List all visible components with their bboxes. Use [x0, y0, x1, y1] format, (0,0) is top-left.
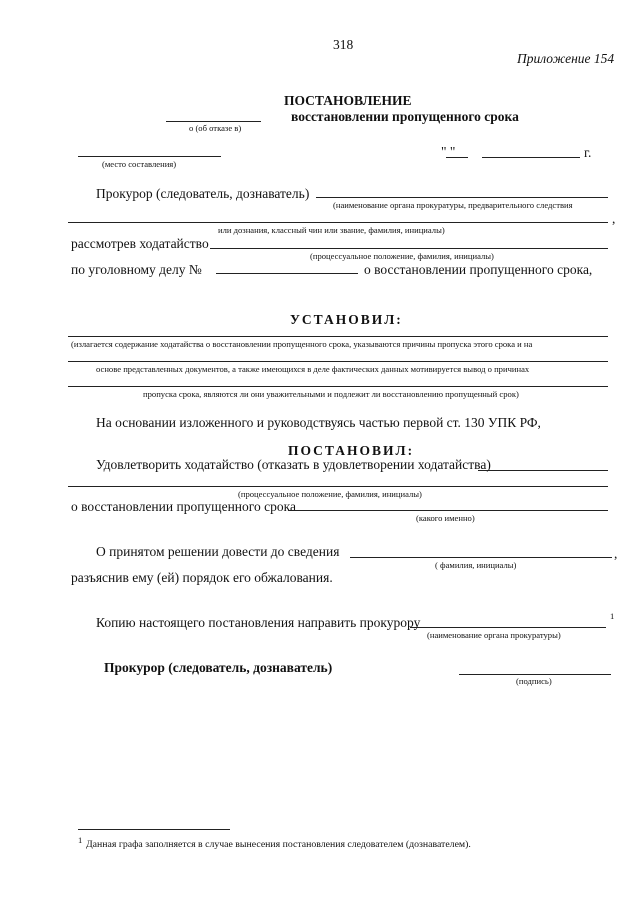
- footnote-text: Данная графа заполняется в случае вынесения постановления следователем (дознавателем).: [86, 839, 471, 850]
- restore-which-hint: (какого именно): [416, 513, 475, 523]
- prosecutor-label: Прокурор (следователь, дознаватель): [96, 186, 310, 201]
- notify-explain: разъяснив ему (ей) порядок его обжалования.: [71, 570, 333, 585]
- established-line-3[interactable]: [68, 386, 608, 387]
- resolved-title: ПОСТАНОВИЛ:: [288, 443, 415, 458]
- signature-hint: (подпись): [516, 676, 552, 686]
- signature-line[interactable]: [459, 674, 611, 675]
- copy-label: Копию настоящего постановления направить прокурору: [96, 615, 421, 630]
- prefix-line[interactable]: [166, 121, 261, 122]
- notify-label: О принятом решении довести до сведения: [96, 544, 340, 559]
- established-hint-2: основе представленных документов, а также имеющихся в деле фактических данных мотивируется вывод о причинах: [96, 364, 530, 374]
- document-title: ПОСТАНОВЛЕНИЕ: [284, 93, 412, 108]
- notify-line[interactable]: [350, 557, 612, 558]
- notify-hint: ( фамилия, инициалы): [435, 560, 517, 570]
- resolved-grant: Удовлетворить ходатайство (отказать в удовлетворении ходатайства): [96, 457, 491, 472]
- document-subtitle: восстановлении пропущенного срока: [291, 109, 519, 124]
- date-quotes: " ": [441, 144, 456, 159]
- established-hint-3: пропуска срока, являются ли они уважительными и подлежит ли восстановлению пропущенный срок): [143, 389, 519, 399]
- prefix-hint: о (об отказе в): [189, 123, 242, 133]
- case-number-line[interactable]: [216, 273, 358, 274]
- case-label: по уголовному делу №: [71, 262, 202, 277]
- place-line[interactable]: [78, 156, 221, 157]
- date-month-line[interactable]: [482, 157, 580, 158]
- prosecutor-org-hint: (наименование органа прокуратуры, предварительного следствия: [333, 200, 573, 210]
- resolved-grant-line[interactable]: [478, 470, 608, 471]
- basis-text: На основании изложенного и руководствуясь частью первой ст. 130 УПК РФ,: [96, 415, 541, 430]
- notify-comma: ,: [614, 546, 618, 561]
- page-number: 318: [333, 37, 354, 52]
- restore-which-line[interactable]: [288, 510, 608, 511]
- year-suffix: г.: [584, 145, 592, 160]
- prosecutor-org-line[interactable]: [316, 197, 608, 198]
- petition-label: рассмотрев ходатайство: [71, 236, 209, 251]
- established-line-1[interactable]: [68, 336, 608, 337]
- case-suffix: о восстановлении пропущенного срока,: [364, 262, 593, 277]
- resolved-person-hint: (процессуальное положение, фамилия, инициалы): [238, 489, 422, 499]
- copy-hint: (наименование органа прокуратуры): [427, 630, 561, 640]
- established-line-2[interactable]: [68, 361, 608, 362]
- petition-line[interactable]: [210, 248, 608, 249]
- footnote-mark: 1: [78, 835, 83, 845]
- established-hint-1: (излагается содержание ходатайства о восстановлении пропущенного срока, указываются причины пропуска этого срока и на: [71, 339, 533, 349]
- footnote-separator: [78, 829, 230, 830]
- restore-label: о восстановлении пропущенного срока: [71, 499, 296, 514]
- prosecutor-rank-line[interactable]: [68, 222, 608, 223]
- established-title: УСТАНОВИЛ:: [290, 312, 403, 327]
- date-day-line[interactable]: [446, 157, 468, 158]
- signature-label: Прокурор (следователь, дознаватель): [104, 660, 333, 675]
- copy-footnote-mark: 1: [610, 611, 615, 621]
- prosecutor-rank-hint: или дознания, классный чин или звание, фамилия, инициалы): [218, 225, 445, 235]
- petition-hint: (процессуальное положение, фамилия, инициалы): [310, 251, 494, 261]
- place-hint: (место составления): [102, 159, 177, 169]
- appendix-label: Приложение 154: [517, 51, 615, 66]
- prosecutor-comma: ,: [612, 211, 616, 226]
- resolved-person-line[interactable]: [68, 486, 608, 487]
- copy-line[interactable]: [410, 627, 606, 628]
